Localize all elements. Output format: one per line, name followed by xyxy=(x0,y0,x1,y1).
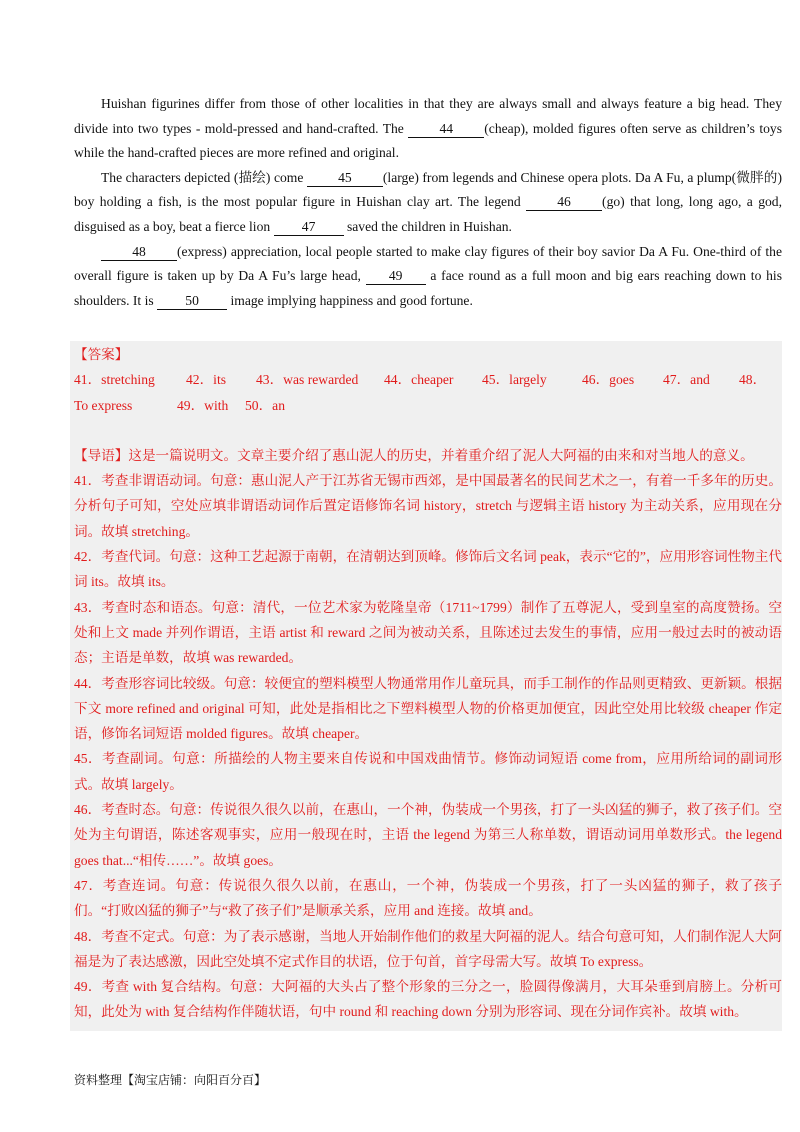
passage-text: (cheap), molded figures often serve as children’s toys while the hand-crafted pieces are more refined and original. xyxy=(74,120,782,161)
passage-paragraph-3 xyxy=(74,240,782,314)
answer-45: 45．largely xyxy=(482,372,547,388)
answer-49: 49．with xyxy=(177,397,229,413)
blank-46: 46 xyxy=(526,193,602,211)
blank-48: 48 xyxy=(101,243,177,261)
explanation-46: 46．考查时态。句意：传说很久很久以前，在惠山，一个神，伪装成一个男孩，打了一头凶猛的狮子，救了孩子们。空处为主句谓语，陈述客观事实，应用一般现在时，主语 the legend 为第三人称单数，谓语动词用单数形式。the legend goes that...“相传……”。故填 goes。 xyxy=(74,802,782,868)
explanation-48: 48．考查不定式。句意：为了表示感谢，当地人开始制作他们的救星大阿福的泥人。结合句意可知，人们制作泥人大阿福是为了表达感激，因此空处填不定式作目的状语，位于句首，首字母需大写。故填 To express。 xyxy=(74,928,782,969)
passage-text: a face round as a full moon and big ears reaching down to his shoulders. It is xyxy=(74,268,782,308)
answer-section xyxy=(74,342,782,1025)
answer-41: 41．stretching xyxy=(74,372,155,388)
passage-text: saved the children in Huishan. xyxy=(343,218,512,234)
answer-48: To express xyxy=(74,397,133,413)
explanation-intro: 【导语】这是一篇说明文。文章主要介绍了惠山泥人的历史，并着重介绍了泥人大阿福的由来和对当地人的意义。 xyxy=(74,447,754,463)
passage-paragraph-2 xyxy=(74,166,782,240)
answer-44: 44．cheaper xyxy=(384,372,454,388)
passage-text: Huishan figurines differ from those of other localities in that they are always small and always feature a big head. They divide into two types - mold-pressed and hand-crafted. The xyxy=(74,96,782,136)
answer-heading: 【答案】 xyxy=(74,347,129,362)
answer-43: 43．was rewarded xyxy=(256,372,359,388)
passage-paragraph-1 xyxy=(74,92,782,166)
blank-47: 47 xyxy=(274,218,344,236)
explanation-41: 41．考查非谓语动词。句意：惠山泥人产于江苏省无锡市西郊，是中国最著名的民间艺术之一，有着一千多年的历史。分析句子可知，空处应填非谓语动词作后置定语修饰名词 history，stretch 与逻辑主语 history 为主动关系，应用现在分词。故填 stretching。 xyxy=(74,473,782,539)
page-footer: 资料整理【淘宝店铺：向阳百分百】 xyxy=(74,1073,267,1087)
explanation-42: 42．考查代词。句意：这种工艺起源于南朝，在清朝达到顶峰。修饰后文名词 peak，表示“它的”，应用形容词性物主代词 its。故填 its。 xyxy=(74,549,782,590)
passage-text: (large) from legends and Chinese opera plots. Da A Fu, a plump(微胖的) boy holding a fish, is the most popular figure in Huishan clay art. The legend xyxy=(74,169,782,210)
passage-text: image implying happiness and good fortune. xyxy=(227,292,473,308)
explanation-43: 43．考查时态和语态。句意：清代，一位艺术家为乾隆皇帝（1711~1799）制作了五尊泥人，受到皇室的高度赞扬。空处和上文 made 并列作谓语，主语 artist 和 reward 之间为被动关系，且陈述过去发生的事情，应用一般过去时的被动语态；主语是单数，故填 was rewarded。 xyxy=(74,599,782,666)
answer-50: 50．an xyxy=(245,397,286,413)
explanation xyxy=(74,443,782,1025)
answer-42: 42．its xyxy=(186,372,227,388)
explanation-49: 49．考查 with 复合结构。句意：大阿福的大头占了整个形象的三分之一，脸圆得像满月，大耳朵垂到肩膀上。分析可知，此处为 with 复合结构作伴随状语，句中 round 和 reaching down 分别为形容词、现在分词作宾补。故填 with。 xyxy=(74,979,782,1020)
answer-47: 47．and xyxy=(663,372,710,388)
passage-text: (express) appreciation, local people started to make clay figures of their boy savior Da A Fu. One-third of the overall figure is taken up by Da A Fu’s large head, xyxy=(74,243,782,284)
answer-row xyxy=(74,367,782,392)
blank-49: 49 xyxy=(366,267,426,285)
cloze-passage xyxy=(74,92,782,313)
passage-text: (go) that long, long ago, a god, disguised as a boy, beat a fierce lion xyxy=(74,194,782,234)
explanation-44: 44．考查形容词比较级。句意：较便宜的塑料模型人物通常用作儿童玩具，而手工制作的作品则更精致、更新颖。根据下文 more refined and original 可知，此处是指相比之下塑料模型人物的价格更加便宜，因此空处用比较级 cheaper 作定语，修饰名词短语 molded figures。故填 cheaper。 xyxy=(74,675,782,742)
answer-row xyxy=(74,393,782,418)
explanation-45: 45．考查副词。句意：所描绘的人物主要来自传说和中国戏曲情节。修饰动词短语 come from，应用所给词的副词形式。故填 largely。 xyxy=(74,751,782,792)
explanation-47: 47．考查连词。句意：传说很久很久以前，在惠山，一个神，伪装成一个男孩，打了一头凶猛的狮子，救了孩子们。“打败凶猛的狮子”与“救了孩子们”是顺承关系，应用 and 连接。故填 and。 xyxy=(74,877,782,919)
blank-44: 44 xyxy=(408,120,484,138)
answer-46: 46．goes xyxy=(582,372,635,388)
blank-45: 45 xyxy=(307,169,383,187)
passage-text: The characters depicted (描绘) come xyxy=(101,169,307,185)
spacer xyxy=(74,418,782,443)
answer-48-number: 48． xyxy=(739,372,767,388)
blank-50: 50 xyxy=(157,292,227,310)
